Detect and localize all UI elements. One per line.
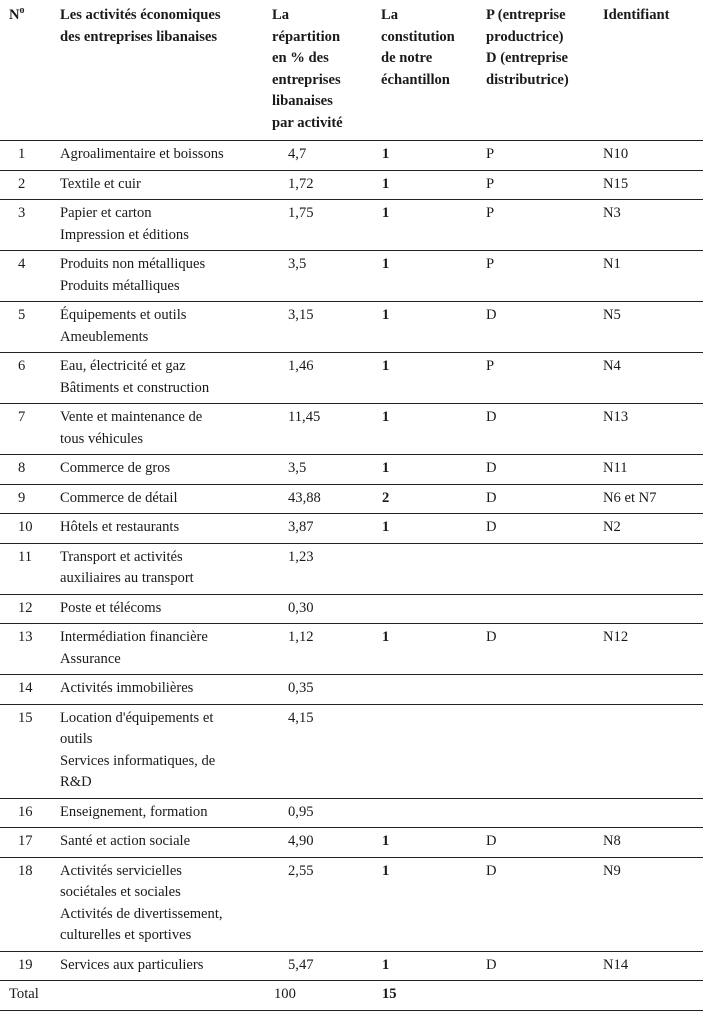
table-row bbox=[0, 624, 703, 675]
row-number: 14 bbox=[0, 675, 50, 705]
repartition-cell: 1,46 bbox=[266, 353, 372, 404]
header-line: de notre bbox=[381, 50, 433, 66]
row-number: 11 bbox=[0, 543, 50, 594]
row-number: 7 bbox=[0, 404, 50, 455]
activity-line: Poste et télécoms bbox=[60, 599, 162, 616]
table-row bbox=[0, 675, 703, 705]
row-number: 12 bbox=[0, 594, 50, 624]
row-number: 16 bbox=[0, 798, 50, 828]
activity-line: Eau, électricité et gaz bbox=[60, 358, 186, 374]
header-line: productrice) bbox=[486, 28, 564, 45]
header-line: distributrice) bbox=[486, 71, 569, 88]
activity-cell bbox=[50, 404, 266, 455]
activity-line: Vente et maintenance de bbox=[60, 409, 203, 425]
type-cell: P bbox=[482, 141, 599, 171]
activity-line: Papier et carton bbox=[60, 205, 152, 221]
activity-line: Commerce de gros bbox=[60, 460, 171, 476]
row-number: 17 bbox=[0, 828, 50, 858]
row-number: 18 bbox=[0, 857, 50, 951]
header-line: en % des bbox=[272, 50, 329, 66]
constitution-cell: 1 bbox=[372, 353, 482, 404]
table-row bbox=[0, 798, 703, 828]
activity-line: R&D bbox=[60, 774, 92, 790]
constitution-cell bbox=[372, 798, 482, 828]
type-cell bbox=[482, 594, 599, 624]
header-no-superscript: o bbox=[19, 5, 25, 17]
row-number: 9 bbox=[0, 484, 50, 514]
repartition-cell: 0,30 bbox=[266, 594, 372, 624]
activity-line: tous véhicules bbox=[60, 430, 144, 447]
constitution-cell bbox=[372, 594, 482, 624]
header-line: La bbox=[272, 7, 290, 23]
table-header bbox=[0, 0, 703, 141]
activity-line: Commerce de détail bbox=[60, 489, 178, 506]
header-line: D (entreprise bbox=[486, 50, 568, 66]
type-cell: D bbox=[482, 455, 599, 485]
constitution-cell: 1 bbox=[372, 404, 482, 455]
activity-cell bbox=[50, 543, 266, 594]
header-type bbox=[482, 0, 599, 141]
row-number: 13 bbox=[0, 624, 50, 675]
constitution-cell: 1 bbox=[372, 200, 482, 251]
type-cell: D bbox=[482, 514, 599, 544]
activity-cell bbox=[50, 200, 266, 251]
total-empty bbox=[50, 981, 266, 1011]
row-number: 3 bbox=[0, 200, 50, 251]
header-identifiant: Identifiant bbox=[599, 0, 703, 141]
activity-line: Transport et activités bbox=[60, 548, 183, 565]
total-row bbox=[0, 981, 703, 1011]
repartition-cell: 3,87 bbox=[266, 514, 372, 544]
repartition-cell: 0,35 bbox=[266, 675, 372, 705]
identifiant-cell: N9 bbox=[599, 857, 703, 951]
identifiant-cell: N15 bbox=[599, 170, 703, 200]
identifiant-cell bbox=[599, 798, 703, 828]
header-line: P (entreprise bbox=[486, 7, 566, 23]
activity-cell bbox=[50, 675, 266, 705]
activity-cell bbox=[50, 170, 266, 200]
activity-line: Activités de divertissement, bbox=[60, 905, 223, 922]
activity-line: Services informatiques, de bbox=[60, 752, 216, 769]
table-body bbox=[0, 141, 703, 1011]
table-row bbox=[0, 251, 703, 302]
row-number: 8 bbox=[0, 455, 50, 485]
header-no: $N^o$ bbox=[0, 0, 50, 141]
type-cell: D bbox=[482, 484, 599, 514]
repartition-cell: 43,88 bbox=[266, 484, 372, 514]
table-row bbox=[0, 514, 703, 544]
table-row bbox=[0, 200, 703, 251]
constitution-cell bbox=[372, 675, 482, 705]
repartition-cell: 5,47 bbox=[266, 951, 372, 981]
identifiant-cell bbox=[599, 704, 703, 798]
header-line: constitution bbox=[381, 28, 455, 45]
activity-line: Intermédiation financière bbox=[60, 629, 208, 645]
activity-line: Ameublements bbox=[60, 328, 149, 345]
constitution-cell: 1 bbox=[372, 624, 482, 675]
repartition-cell: 4,90 bbox=[266, 828, 372, 858]
constitution-cell bbox=[372, 704, 482, 798]
activity-line: Activités immobilières bbox=[60, 680, 194, 696]
total-constitution: 15 bbox=[372, 981, 482, 1011]
identifiant-cell: N2 bbox=[599, 514, 703, 544]
constitution-cell: 1 bbox=[372, 828, 482, 858]
type-cell: D bbox=[482, 857, 599, 951]
activity-line: auxiliaires au transport bbox=[60, 570, 194, 586]
type-cell: P bbox=[482, 200, 599, 251]
constitution-cell: 1 bbox=[372, 857, 482, 951]
header-line: échantillon bbox=[381, 71, 450, 88]
activity-cell bbox=[50, 484, 266, 514]
activity-cell bbox=[50, 514, 266, 544]
identifiant-cell: N14 bbox=[599, 951, 703, 981]
identifiant-cell: N11 bbox=[599, 455, 703, 485]
repartition-cell: 4,7 bbox=[266, 141, 372, 171]
type-cell bbox=[482, 543, 599, 594]
identifiant-cell bbox=[599, 594, 703, 624]
header-constitution bbox=[372, 0, 482, 141]
header-activite bbox=[50, 0, 266, 141]
identifiant-cell: N8 bbox=[599, 828, 703, 858]
constitution-cell: 1 bbox=[372, 514, 482, 544]
activity-cell bbox=[50, 455, 266, 485]
repartition-cell: 0,95 bbox=[266, 798, 372, 828]
repartition-cell: 3,15 bbox=[266, 302, 372, 353]
identifiant-cell: N5 bbox=[599, 302, 703, 353]
activity-cell bbox=[50, 828, 266, 858]
row-number: 10 bbox=[0, 514, 50, 544]
table-row bbox=[0, 404, 703, 455]
repartition-cell: 3,5 bbox=[266, 455, 372, 485]
repartition-cell: 3,5 bbox=[266, 251, 372, 302]
activity-line: Santé et action sociale bbox=[60, 833, 191, 849]
activity-cell bbox=[50, 857, 266, 951]
activity-line: Hôtels et restaurants bbox=[60, 519, 180, 535]
repartition-cell: 1,72 bbox=[266, 170, 372, 200]
activity-line: Équipements et outils bbox=[60, 307, 187, 323]
repartition-cell: 1,23 bbox=[266, 543, 372, 594]
activity-cell bbox=[50, 302, 266, 353]
total-empty bbox=[482, 981, 599, 1011]
activity-line: culturelles et sportives bbox=[60, 927, 192, 943]
identifiant-cell: N3 bbox=[599, 200, 703, 251]
identifiant-cell bbox=[599, 543, 703, 594]
constitution-cell: 1 bbox=[372, 141, 482, 171]
type-cell: P bbox=[482, 251, 599, 302]
header-line: libanaises bbox=[272, 93, 333, 109]
header-line: entreprises bbox=[272, 71, 341, 88]
activity-cell bbox=[50, 951, 266, 981]
header-row bbox=[0, 0, 703, 141]
row-number: 5 bbox=[0, 302, 50, 353]
type-cell: D bbox=[482, 951, 599, 981]
repartition-cell: 4,15 bbox=[266, 704, 372, 798]
total-empty bbox=[599, 981, 703, 1011]
activity-line: Impression et éditions bbox=[60, 226, 189, 243]
activity-cell bbox=[50, 594, 266, 624]
table-row bbox=[0, 484, 703, 514]
constitution-cell: 1 bbox=[372, 302, 482, 353]
total-repartition: 100 bbox=[266, 981, 372, 1011]
table-row bbox=[0, 594, 703, 624]
activity-line: Textile et cuir bbox=[60, 175, 141, 192]
table-row bbox=[0, 455, 703, 485]
table-row bbox=[0, 302, 703, 353]
type-cell: D bbox=[482, 828, 599, 858]
constitution-cell: 2 bbox=[372, 484, 482, 514]
activity-line: Services aux particuliers bbox=[60, 956, 204, 973]
activity-line: outils bbox=[60, 731, 93, 747]
type-cell bbox=[482, 675, 599, 705]
activity-cell bbox=[50, 251, 266, 302]
header-line: répartition bbox=[272, 28, 341, 45]
constitution-cell: 1 bbox=[372, 455, 482, 485]
activity-line: Enseignement, formation bbox=[60, 803, 208, 820]
row-number: 4 bbox=[0, 251, 50, 302]
header-repartition bbox=[266, 0, 372, 141]
identifiant-cell: N10 bbox=[599, 141, 703, 171]
activity-line: Assurance bbox=[60, 650, 121, 667]
table-row bbox=[0, 353, 703, 404]
activity-line: Produits métalliques bbox=[60, 277, 180, 294]
activity-cell bbox=[50, 704, 266, 798]
table-row bbox=[0, 543, 703, 594]
constitution-cell: 1 bbox=[372, 251, 482, 302]
table-row bbox=[0, 170, 703, 200]
identifiant-cell: N4 bbox=[599, 353, 703, 404]
header-line: Les activités économiques bbox=[60, 7, 221, 23]
type-cell: P bbox=[482, 170, 599, 200]
repartition-cell: 1,75 bbox=[266, 200, 372, 251]
header-line: des entreprises libanaises bbox=[60, 28, 218, 45]
table-row bbox=[0, 857, 703, 951]
table-row bbox=[0, 704, 703, 798]
table-row bbox=[0, 141, 703, 171]
repartition-cell: 11,45 bbox=[266, 404, 372, 455]
row-number: 2 bbox=[0, 170, 50, 200]
repartition-cell: 2,55 bbox=[266, 857, 372, 951]
total-label: Total bbox=[0, 981, 50, 1011]
constitution-cell bbox=[372, 543, 482, 594]
activity-cell bbox=[50, 353, 266, 404]
activity-line: sociétales et sociales bbox=[60, 884, 181, 900]
row-number: 1 bbox=[0, 141, 50, 171]
identifiant-cell: N6 et N7 bbox=[599, 484, 703, 514]
activity-cell bbox=[50, 798, 266, 828]
row-number: 15 bbox=[0, 704, 50, 798]
type-cell: P bbox=[482, 353, 599, 404]
identifiant-cell bbox=[599, 675, 703, 705]
activity-cell bbox=[50, 624, 266, 675]
type-cell bbox=[482, 798, 599, 828]
activity-line: Produits non métalliques bbox=[60, 256, 206, 272]
header-line: par activité bbox=[272, 114, 343, 131]
repartition-cell: 1,12 bbox=[266, 624, 372, 675]
table-row bbox=[0, 828, 703, 858]
table-row bbox=[0, 951, 703, 981]
activity-line: Location d'équipements et bbox=[60, 709, 214, 726]
row-number: 19 bbox=[0, 951, 50, 981]
constitution-cell: 1 bbox=[372, 951, 482, 981]
type-cell bbox=[482, 704, 599, 798]
activity-line: Agroalimentaire et boissons bbox=[60, 146, 224, 162]
identifiant-cell: N1 bbox=[599, 251, 703, 302]
activity-line: Bâtiments et construction bbox=[60, 379, 210, 396]
constitution-cell: 1 bbox=[372, 170, 482, 200]
activity-line: Activités servicielles bbox=[60, 862, 182, 879]
activity-cell bbox=[50, 141, 266, 171]
identifiant-cell: N13 bbox=[599, 404, 703, 455]
identifiant-cell: N12 bbox=[599, 624, 703, 675]
type-cell: D bbox=[482, 624, 599, 675]
type-cell: D bbox=[482, 302, 599, 353]
header-line: La bbox=[381, 7, 399, 23]
type-cell: D bbox=[482, 404, 599, 455]
row-number: 6 bbox=[0, 353, 50, 404]
